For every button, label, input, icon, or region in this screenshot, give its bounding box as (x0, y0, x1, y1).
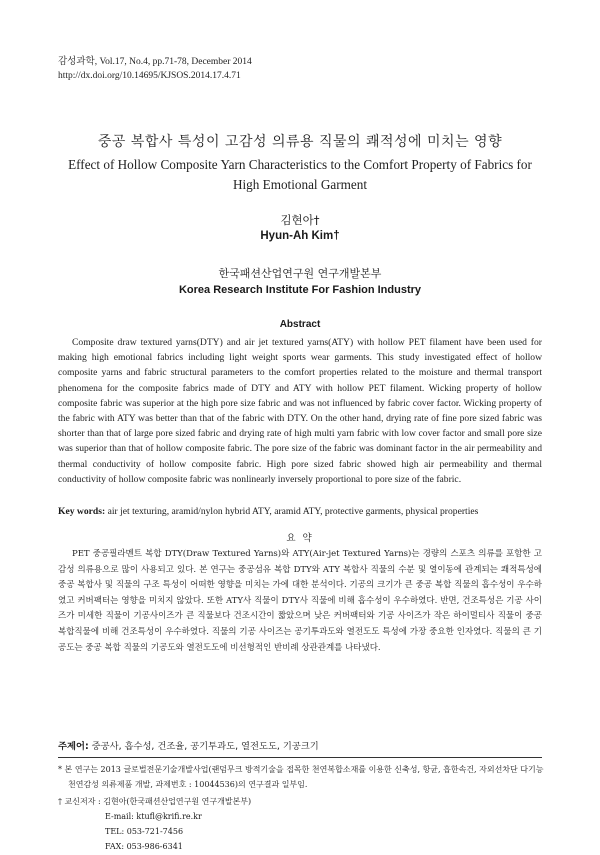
korean-abstract-body: PET 중공필라멘트 복합 DTY(Draw Textured Yarns)와 ATY(Air-jet Textured Yarns)는 경량의 스포츠 의류를 포함한 고감성 의류용으로 많이 사용되고 있다. 본 연구는 중공섬유 복합 DTY와 ATY 복합사 직물의 수분 및 열이동에 관계되는 쾌적특성에 중공 복합사 및 직물의 구조 특성이 어떠한 영향을 미치는 가에 대한 분석이다. 기공의 크기가 큰 중공 복합 직물의 흡수성이 우수하였고 커버팩터는 영향을 미치지 않았다. 또한 ATY사 직물이 DTY사 직물에 비해 흡수성이 우수하였다. 반면, 건조특성은 기공 사이즈가 미세한 직물이 기공사이즈가 큰 직물보다 건조시간이 짧았으며 낮은 커버팩터와 기공 사이즈가 작은 하이멀티사 직물이 중공 복합직물에 비해 건조특성이 우수하였다. 직물의 기공 사이즈는 공기투과도와 열전도도 특성에 가장 중요한 인자였다. 직물의 큰 기공도는 중공 복합 직물의 기공도와 열전도도에 비선형적인 반비례 상관관계를 나타냈다. (58, 549, 542, 653)
title-english: Effect of Hollow Composite Yarn Characteristics to the Comfort Property of Fabrics for High Emotional Garment (68, 157, 532, 192)
contact-tel: TEL: 053-721-7456 (105, 827, 184, 836)
contact-fax: FAX: 053-986-6341 (105, 842, 183, 851)
doi-link[interactable]: http://dx.doi.org/10.14695/KJSOS.2014.17.4.71 (58, 71, 241, 81)
funding-footnote: * 본 연구는 2013 글로벌전문기술개발사업(랜덤무크 방적기술을 접목한 천연복합소재를 이용한 신축성, 항균, 흡한속건, 자외선차단 다기능 천연감성 의류제품 개발, 과제번호 : 10044536)의 연구결과 일부임. (58, 765, 544, 789)
korean-keywords-label: 주제어: (58, 741, 89, 752)
journal-header (58, 55, 252, 83)
affiliation-english: Korea Research Institute For Fashion Industry (178, 284, 422, 296)
korean-keywords (58, 738, 542, 752)
contact-email[interactable]: E-mail: ktufl@krifi.re.kr (105, 812, 202, 821)
corresponding-author-footnote: † 교신저자 : 김현아(한국패션산업연구원 연구개발본부) (58, 797, 252, 806)
author-korean: 김현아† (280, 213, 320, 227)
abstract-heading: Abstract (279, 319, 321, 330)
title-korean: 중공 복합사 특성이 고감성 의류용 직물의 쾌적성에 미치는 영향 (97, 134, 503, 150)
author-english: Hyun-Ah Kim† (260, 230, 340, 242)
korean-keywords-list: 중공사, 흡수성, 건조율, 공기투과도, 열전도도, 기공크기 (91, 741, 319, 752)
korean-abstract-heading: 요 약 (286, 533, 314, 544)
keywords-list: air jet texturing, aramid/nylon hybrid ATY, aramid ATY, protective garments, physical properties (107, 506, 479, 517)
footnote-divider (58, 757, 542, 758)
abstract-body: Composite draw textured yarns(DTY) and air jet textured yarns(ATY) with hollow PET filament have been used for making high emotional fabrics including light weight sports wear garments. This study investigated effect of hollow composite yarns and fabric structural parameters to the comfort properties related to the moisture and thermal transport phenomena for the composite fabrics made of DTY and ATY with hollow PET filament. Wicking property of hollow composite fabric was superior at the high pore size fabric and was not influenced by fabric cover factor. Wicking property of the fabric with ATY was better than that of the fabric with DTY. On the other hand, drying rate of fine pore sized fabric was shorter than that of large pore sized fabric and drying rate of high multi yarn fabric with low cover factor and small pore size was superior than that of hollow composite fabric. The pore size of the fabric was dominant factor in the air permeability and thermal conductivity of hollow composite fabric. High pore sized fabric showed high air permeability and thermal conductivity of hollow composite fabric was nonlinearly inversely proportional to pore size of the fabric. (58, 337, 542, 485)
affiliation-korean: 한국패션산업연구원 연구개발본부 (218, 267, 382, 280)
journal-citation: 감성과학, Vol.17, No.4, pp.71-78, December 2014 (58, 57, 252, 67)
keywords-label: Key words: (58, 506, 106, 517)
keywords (58, 505, 542, 519)
